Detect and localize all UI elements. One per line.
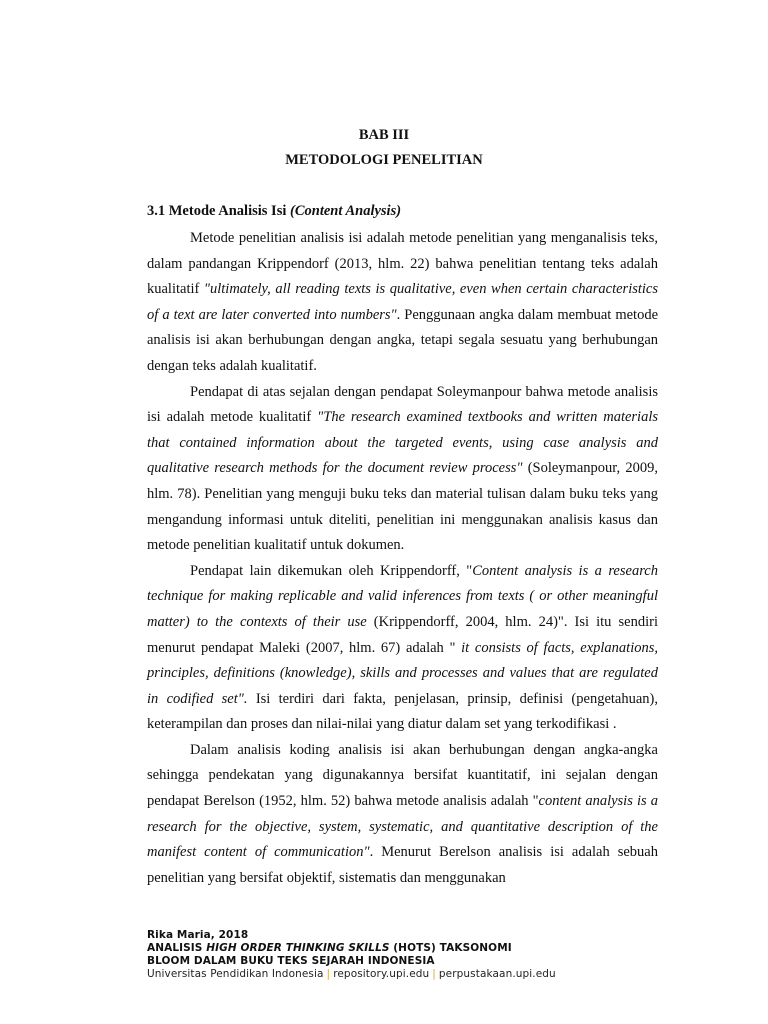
footer-title-line-2: BLOOM DALAM BUKU TEKS SEJARAH INDONESIA: [147, 955, 435, 967]
footer-title-pre: ANALISIS: [147, 942, 207, 954]
footer-separator-2: |: [432, 968, 436, 980]
paragraph-1: [147, 226, 658, 380]
footer-title-italic: HIGH ORDER THINKING SKILLS: [206, 942, 390, 954]
footer-title-post: (HOTS) TAKSONOMI: [389, 942, 512, 954]
footer-author: Rika Maria, 2018: [147, 929, 249, 941]
footer-separator-1: |: [326, 968, 331, 980]
chapter-label: BAB III: [358, 127, 410, 143]
section-heading-text: 3.1 Metode Analisis Isi: [147, 203, 287, 219]
p4-text-a: Dalam analisis koding analisis isi akan berhubungan dengan angka-angka sehingga pendekatan yang digunakannya bersifat kuantitatif, ini sejalan dengan pendapat Berelson (1952, hlm. 52) bahwa metode analisis adalah ": [147, 741, 658, 810]
section-heading-italic: (Content Analysis): [290, 203, 402, 219]
p2-quote: "The research examined textbooks and written materials that contained information about the targeted events, using case analysis and qualitative research methods for the document review process": [147, 409, 658, 477]
p3-text-b: (Krippendorff, 2004, hlm. 24)". Isi itu sendiri menurut pendapat Maleki (2007, hlm. 67) adalah ": [147, 613, 658, 656]
page-footer: [147, 929, 667, 981]
paragraph-4: [147, 738, 658, 892]
footer-repository-link[interactable]: repository.upi.edu: [333, 968, 430, 980]
footer-links: [147, 968, 667, 981]
section-heading: [147, 203, 401, 220]
p3-quote-2: it consists of facts, explanations, principles, definitions (knowledge), skills and processes and values that are regulated in codified set".: [147, 639, 658, 707]
footer-library-link[interactable]: perpustakaan.upi.edu: [438, 968, 556, 980]
paragraph-3: [147, 559, 658, 738]
p3-text-c: Isi terdiri dari fakta, penjelasan, prinsip, definisi (pengetahuan), keterampilan dan proses dan nilai-nilai yang diatur dalam set yang terkodifikasi .: [147, 690, 658, 733]
paragraph-2: [147, 380, 658, 559]
footer-title-line-1: [147, 942, 667, 955]
p4-quote: content analysis is a research for the objective, system, systematic, and quantitative description of the manifest content of communication": [147, 793, 658, 861]
p1-text-a: Metode penelitian analisis isi adalah metode penelitian yang menganalisis teks, dalam pandangan Krippendorf (2013, hlm. 22) bahwa penelitian tentang teks adalah kualitatif: [147, 230, 658, 298]
p3-text-a: Pendapat lain dikemukan oleh Krippendorff, ": [190, 562, 473, 579]
p2-text-b: (Soleymanpour, 2009, hlm. 78). Penelitian yang menguji buku teks dan material tulisan dalam buku teks yang mengandung informasi untuk diteliti, penelitian ini menggunakan analisis kasus dan metode penelitian kualitatif untuk dokumen.: [147, 460, 658, 554]
footer-university: Universitas Pendidikan Indonesia: [147, 968, 324, 980]
p1-text-b: . Penggunaan angka dalam membuat metode analisis isi akan berhubungan dengan angka, tetapi segala sesuatu yang berhubungan dengan teks adalah kualitatif.: [147, 306, 658, 374]
chapter-title: METODOLOGI PENELITIAN: [285, 152, 483, 168]
body-text: [147, 226, 658, 891]
p2-text-a: Pendapat di atas sejalan dengan pendapat Soleymanpour bahwa metode analisis isi adalah metode kualitatif: [147, 383, 658, 426]
p3-quote-1: Content analysis is a research technique for making replicable and valid inferences from texts ( or other meaningful matter) to the contexts of their use: [147, 562, 658, 630]
p4-text-b: . Menurut Berelson analisis isi adalah sebuah penelitian yang bersifat objektif, sistematis dan menggunakan: [147, 844, 658, 886]
p1-quote: "ultimately, all reading texts is qualitative, even when certain characteristics of a text are later converted into numbers": [147, 281, 658, 323]
